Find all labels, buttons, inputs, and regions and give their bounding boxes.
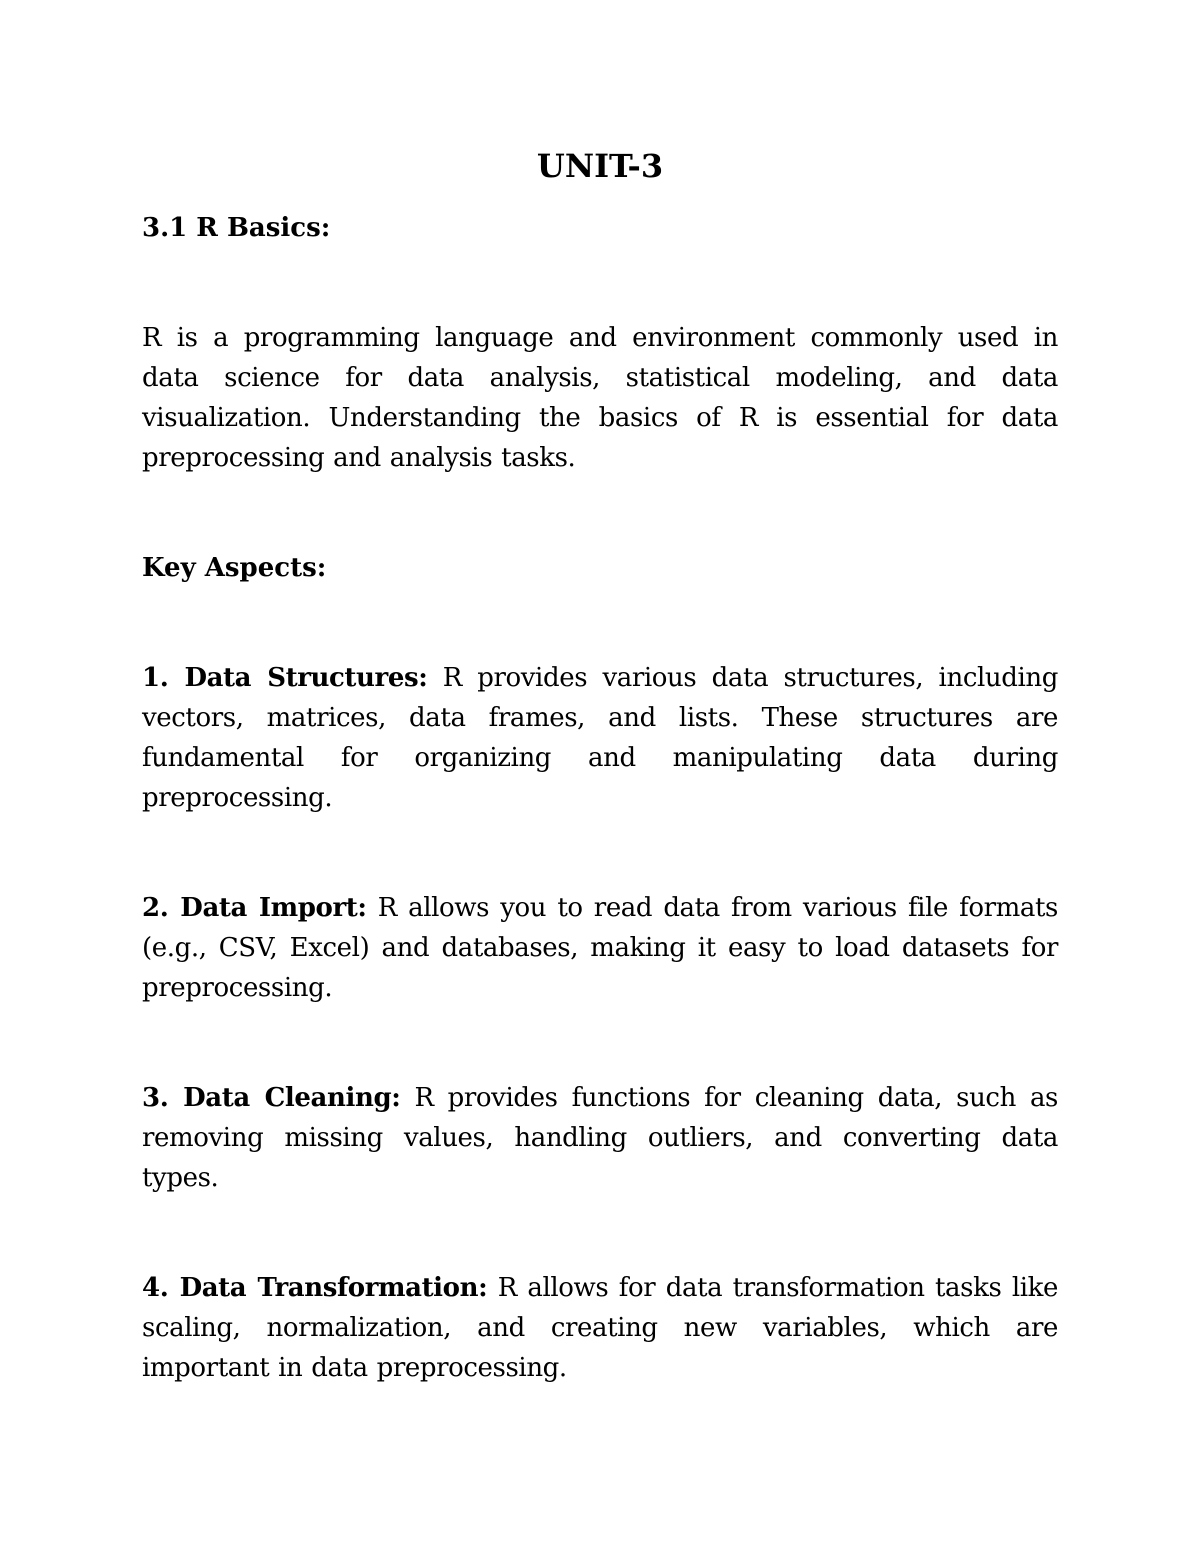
- page-title: UNIT-3: [536, 147, 664, 185]
- item-text: R allows for data transformation tasks like scaling, normalization, and creating new variables, which are important in data preprocessing.: [142, 1273, 1058, 1383]
- intro-paragraph: R is a programming language and environment commonly used in data science for data analysis, statistical modeling, and data visualization. Understanding the basics of R is essential for data preprocessing and analysis tasks.: [142, 323, 1058, 473]
- list-item: [142, 1268, 1058, 1388]
- item-text: R allows you to read data from various file formats (e.g., CSV, Excel) and databases, making it easy to load datasets for preprocessing.: [142, 893, 1059, 1003]
- item-text: R provides functions for cleaning data, such as removing missing values, handling outliers, and converting data types.: [142, 1083, 1058, 1193]
- list-item: [142, 888, 1058, 1008]
- key-aspects-heading: Key Aspects:: [142, 553, 327, 583]
- item-label: 3. Data Cleaning:: [142, 1083, 401, 1113]
- item-text: R provides various data structures, including vectors, matrices, data frames, and lists. These structures are fundamental for organizing and manipulating data during preprocessing.: [142, 663, 1058, 813]
- list-item: [142, 658, 1058, 818]
- item-label: 1. Data Structures:: [142, 663, 428, 693]
- item-label: 2. Data Import:: [142, 893, 367, 923]
- section-heading: 3.1 R Basics:: [142, 213, 331, 243]
- list-item: [142, 1078, 1058, 1198]
- item-label: 4. Data Transformation:: [142, 1273, 488, 1303]
